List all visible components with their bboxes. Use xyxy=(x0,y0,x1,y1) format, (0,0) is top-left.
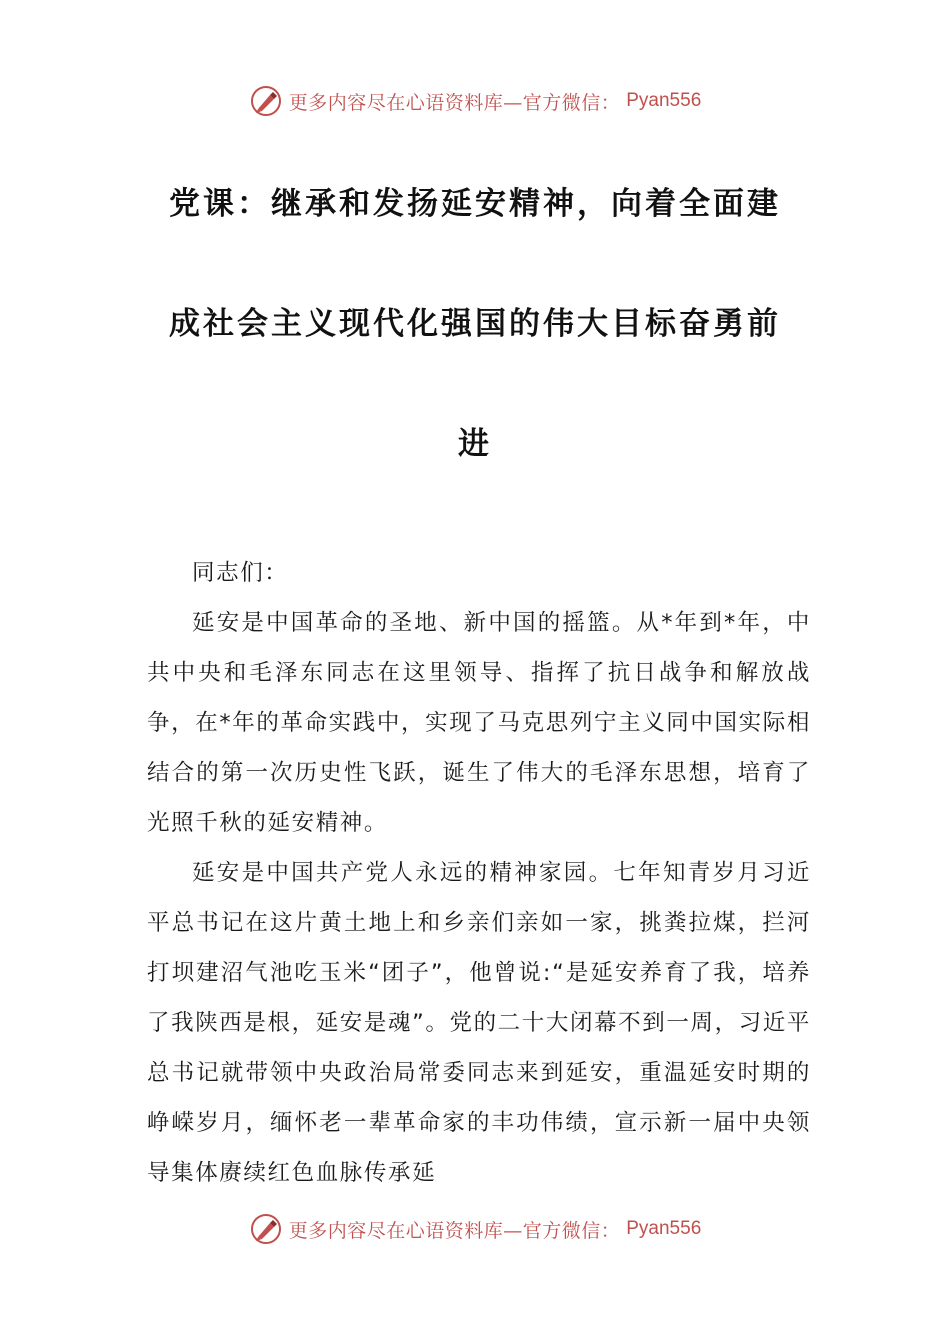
watermark-text: 更多内容尽在心语资料库—官方微信： xyxy=(288,1219,621,1242)
document-body xyxy=(147,548,811,1198)
pen-logo-icon xyxy=(249,1212,283,1246)
salutation: 同志们： xyxy=(192,560,289,586)
watermark-text: 更多内容尽在心语资料库—官方微信： xyxy=(288,91,621,114)
document-title-line-1: 党课：继承和发扬延安精神，向着全面建 xyxy=(169,186,781,222)
header-watermark xyxy=(0,84,950,118)
document-title-line-2: 成社会主义现代化强国的伟大目标奋勇前 xyxy=(169,306,781,342)
document-title-line-3: 进 xyxy=(458,426,492,462)
body-paragraph-2: 延安是中国共产党人永远的精神家园。七年知青岁月习近平总书记在这片黄土地上和乡亲们亲如一家，挑粪拉煤，拦河打坝建沼气池吃玉米“团子”，他曾说:“是延安养育了我，培养了我陕西是根，延安是魂”。党的二十大闭幕不到一周，习近平总书记就带领中央政治局常委同志来到延安，重温延安时期的峥嵘岁月，缅怀老一辈革命家的丰功伟绩，宣示新一届中央领导集体赓续红色血脉传承延 xyxy=(147,860,811,1186)
footer-watermark xyxy=(0,1212,950,1246)
watermark-wechat-id: Pyan556 xyxy=(626,1218,702,1239)
pen-logo-icon xyxy=(249,84,283,118)
body-paragraph-1: 延安是中国革命的圣地、新中国的摇篮。从*年到*年，中共中央和毛泽东同志在这里领导、指挥了抗日战争和解放战争，在*年的革命实践中，实现了马克思列宁主义同中国实际相结合的第一次历史性飞跃，诞生了伟大的毛泽东思想，培育了光照千秋的延安精神。 xyxy=(147,610,811,836)
watermark-wechat-id: Pyan556 xyxy=(626,90,702,111)
